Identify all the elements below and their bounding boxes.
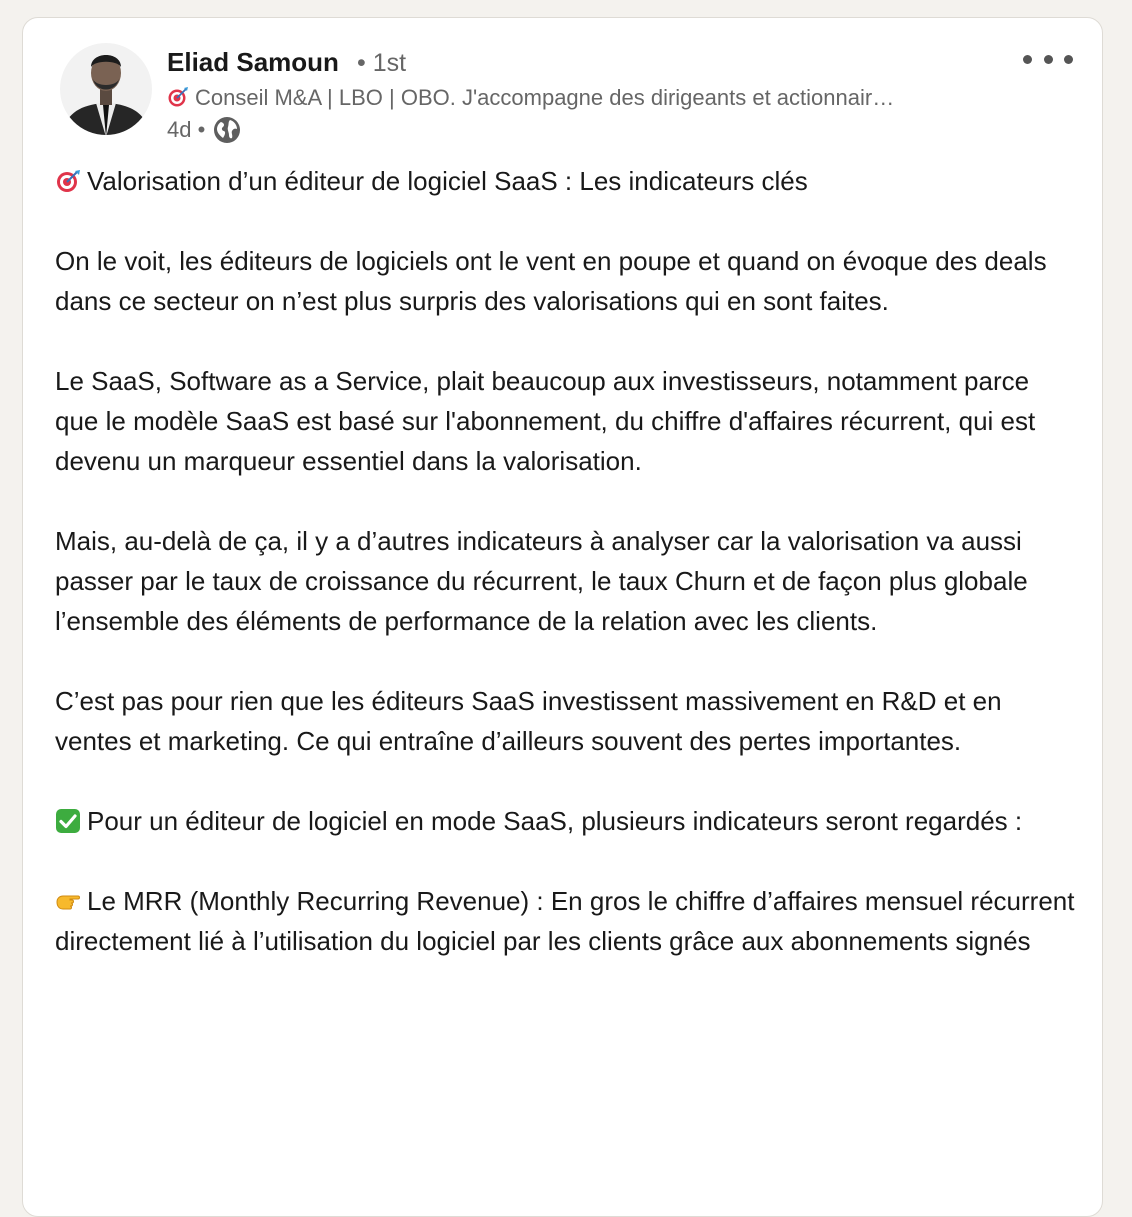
globe-icon bbox=[213, 116, 241, 144]
post-paragraph bbox=[55, 801, 1075, 841]
feed-post-card bbox=[22, 17, 1103, 1217]
target-icon bbox=[55, 168, 81, 194]
paragraph-text: Le MRR (Monthly Recurring Revenue) : En gros le chiffre d’affaires mensuel récurrent directement lié à l’utilisation du logiciel par les clients grâce aux abonnements signés bbox=[55, 886, 1075, 956]
more-dot bbox=[1044, 55, 1053, 64]
post-paragraph: Le SaaS, Software as a Service, plait beaucoup aux investisseurs, notamment parce que le modèle SaaS est basé sur l'abonnement, du chiffre d'affaires récurrent, qui est devenu un marqueur essentiel dans la valorisation. bbox=[55, 366, 1036, 476]
more-options-icon[interactable] bbox=[1023, 46, 1073, 72]
post-title-paragraph bbox=[55, 161, 1075, 201]
post-time: 4d • bbox=[167, 117, 206, 142]
author-headline bbox=[167, 85, 999, 111]
paragraph-text: Pour un éditeur de logiciel en mode SaaS, plusieurs indicateurs seront regardés : bbox=[87, 806, 1023, 836]
post-paragraph: On le voit, les éditeurs de logiciels ont le vent en poupe et quand on évoque des deals dans ce secteur on n’est plus surpris des valorisations qui en sont faites. bbox=[55, 246, 1047, 316]
paragraph-text: Valorisation d’un éditeur de logiciel SaaS : Les indicateurs clés bbox=[87, 166, 808, 196]
check-mark-icon bbox=[55, 808, 81, 834]
pointing-hand-icon bbox=[55, 888, 81, 914]
author-avatar[interactable] bbox=[60, 41, 152, 137]
author-headline-text: Conseil M&A | LBO | OBO. J'accompagne des dirigeants et actionnair… bbox=[195, 85, 895, 110]
post-paragraph bbox=[55, 881, 1075, 961]
more-dot bbox=[1023, 55, 1032, 64]
post-paragraph: Mais, au-delà de ça, il y a d’autres indicateurs à analyser car la valorisation va aussi passer par le taux de croissance du récurrent, le taux Churn et de façon plus globale l’ensemble des éléments de performance de la relation avec les clients. bbox=[55, 526, 1028, 636]
author-name[interactable]: Eliad Samoun bbox=[167, 47, 339, 77]
target-icon bbox=[167, 86, 189, 108]
post-paragraph: C’est pas pour rien que les éditeurs SaaS investissent massivement en R&D et en ventes et marketing. Ce qui entraîne d’ailleurs souvent des pertes importantes. bbox=[55, 686, 1002, 756]
post-meta bbox=[167, 116, 241, 144]
post-body bbox=[55, 161, 1075, 961]
more-dot bbox=[1064, 55, 1073, 64]
connection-degree: • 1st bbox=[357, 49, 407, 77]
